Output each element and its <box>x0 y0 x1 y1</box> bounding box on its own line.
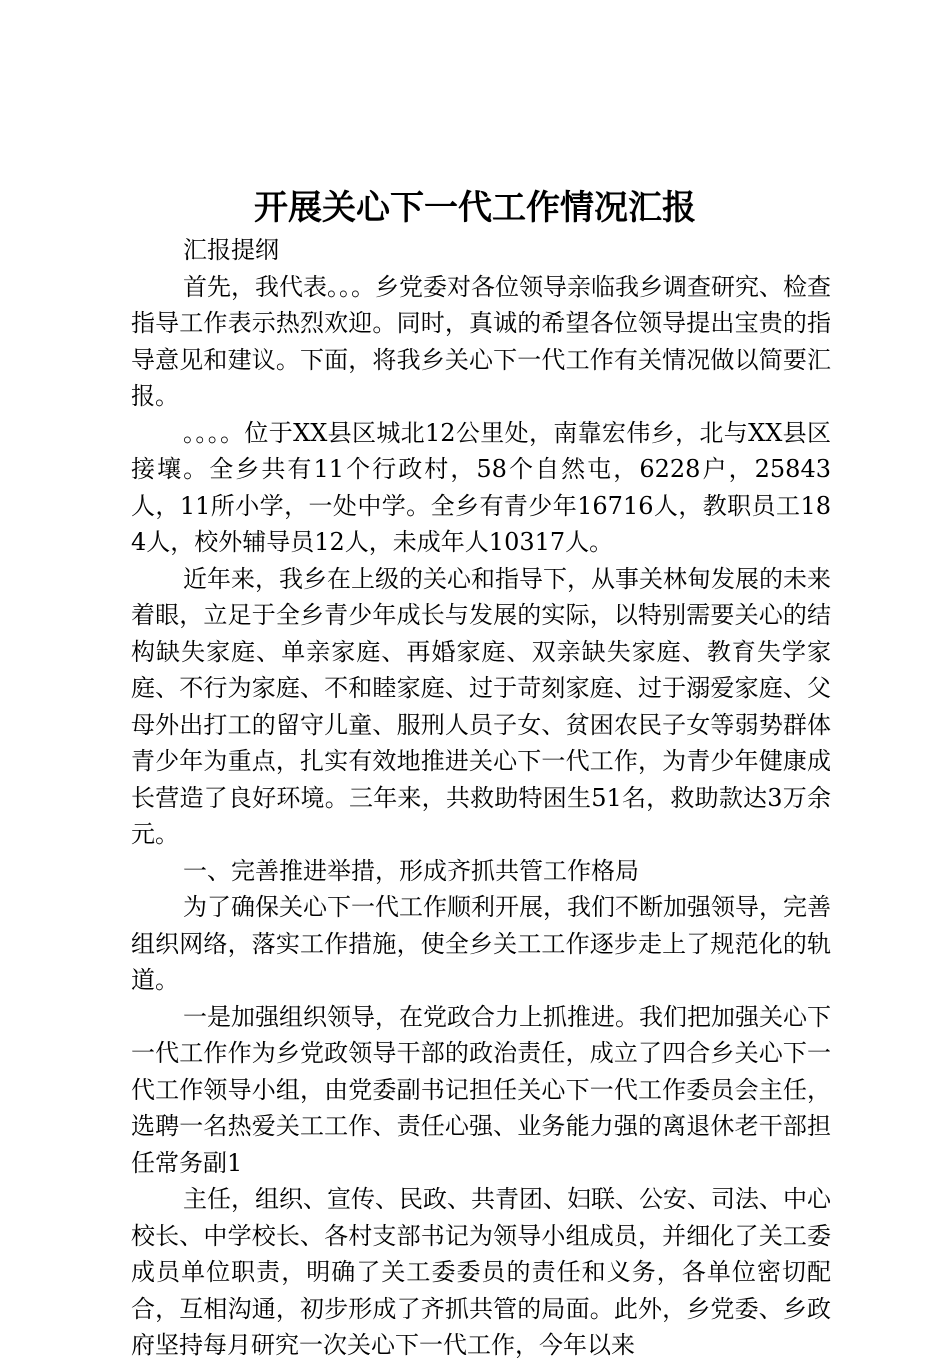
organization-leadership-paragraph: 一是加强组织领导，在党政合力上抓推进。我们把加强关心下一代工作作为乡党政领导干部的政治责任，成立了四合乡关心下一代工作领导小组，由党委副书记担任关心下一代工作委员会主任，选聘一名热爱关工工作、责任心强、业务能力强的离退休老干部担任常务副1 <box>131 1002 831 1177</box>
recent-years-paragraph: 近年来，我乡在上级的关心和指导下，从事关林甸发展的未来着眼，立足于全乡青少年成长与发展的实际，以特别需要关心的结构缺失家庭、单亲家庭、再婚家庭、双亲缺失家庭、教育失学家庭、不行为家庭、不和睦家庭、过于苛刻家庭、过于溺爱家庭、父母外出打工的留守儿童、服刑人员子女、贫困农民子女等弱势群体青少年为重点，扎实有效地推进关心下一代工作，为青少年健康成长营造了良好环境。三年来，共救助特困生51名，救助款达3万余元。 <box>131 564 831 848</box>
section-one-intro-paragraph: 为了确保关心下一代工作顺利开展，我们不断加强领导，完善组织网络，落实工作措施，使全乡关工工作逐步走上了规范化的轨道。 <box>131 893 831 994</box>
document-title: 开展关心下一代工作情况汇报 <box>254 188 696 228</box>
document-body <box>131 232 831 1364</box>
township-overview-paragraph: 。。。。位于XX县区城北12公里处，南靠宏伟乡，北与XX县区接壤。全乡共有11个行政村，58个自然屯，6228户，25843人，11所小学，一处中学。全乡有青少年16716人，教职员工184人，校外辅导员12人，未成年人10317人。 <box>131 418 831 556</box>
section-heading-one: 一、完善推进举措，形成齐抓共管工作格局 <box>183 856 639 885</box>
members-paragraph: 主任，组织、宣传、民政、共青团、妇联、公安、司法、中心校长、中学校长、各村支部书记为领导小组成员，并细化了关工委成员单位职责，明确了关工委委员的责任和义务，各单位密切配合，互相沟通，初步形成了齐抓共管的局面。此外，乡党委、乡政府坚持每月研究一次关心下一代工作，今年以来 <box>131 1185 831 1359</box>
outline-heading: 汇报提纲 <box>183 236 279 264</box>
intro-paragraph: 首先，我代表。。。乡党委对各位领导亲临我乡调查研究、检查指导工作表示热烈欢迎。同时，真诚的希望各位领导提出宝贵的指导意见和建议。下面，将我乡关心下一代工作有关情况做以简要汇报。 <box>131 272 831 410</box>
